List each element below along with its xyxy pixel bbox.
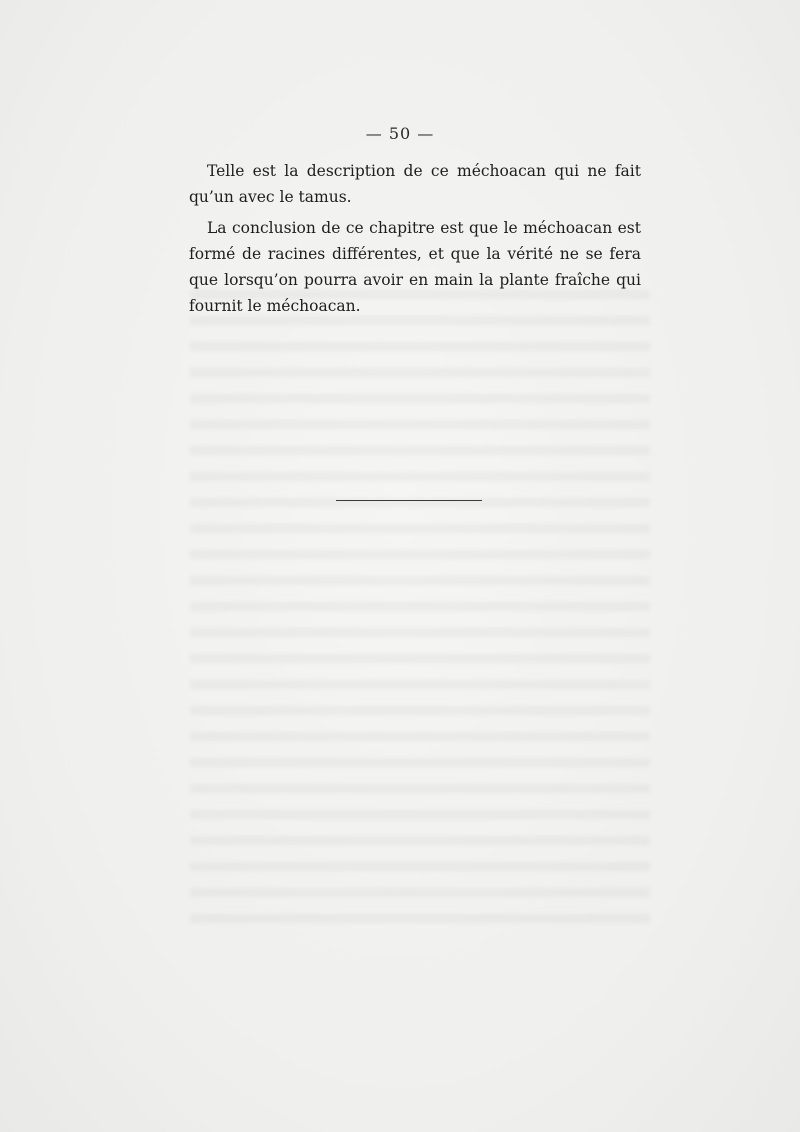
section-end-rule [336,500,482,501]
paragraph-1: Telle est la description de ce méchoacan qui ne fait qu’un avec le tamus. [189,162,641,206]
show-through-texture [190,290,650,930]
body-text [189,158,641,319]
paragraph-2: La conclusion de ce chapitre est que le méchoacan est formé de racines différentes, et que la vérité ne se fera que lorsqu’on pourra avoir en main la plante fraîche qui fournit le méchoacan. [189,219,641,315]
page-number: — 50 — [365,124,435,143]
